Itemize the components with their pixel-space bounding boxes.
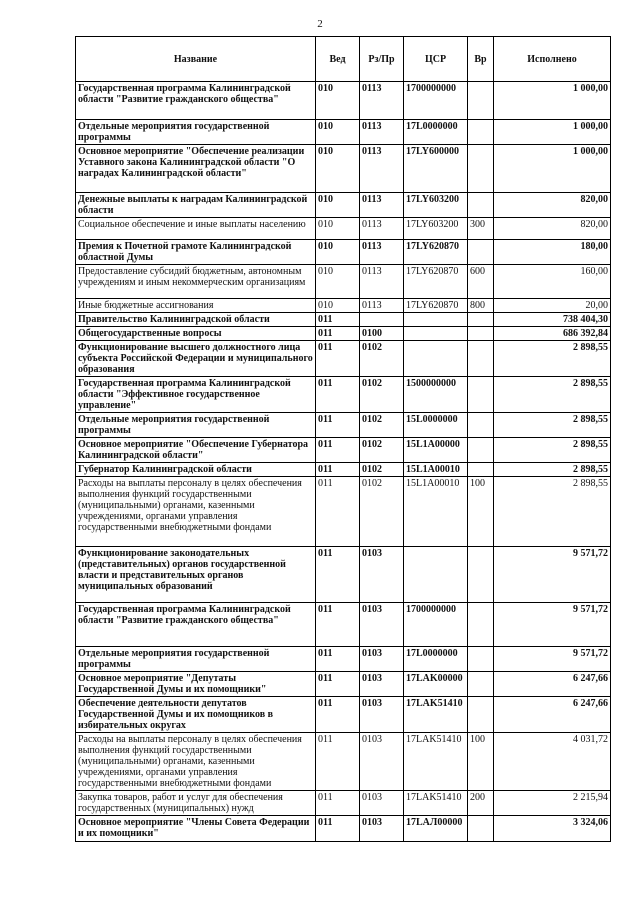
cell-name: Расходы на выплаты персоналу в целях обеспечения выполнения функций государственными (муниципальными) органами, казенными учреждениями, органами управления государственными внебюджетными фондами: [76, 477, 316, 547]
cell-csr: 17LY600000: [404, 145, 468, 193]
cell-ved: 011: [316, 341, 360, 377]
cell-done: 3 324,06: [494, 816, 611, 842]
budget-table: [75, 36, 611, 842]
cell-csr: [404, 341, 468, 377]
cell-rzpr: 0103: [360, 672, 404, 697]
cell-vr: [468, 816, 494, 842]
cell-vr: [468, 327, 494, 341]
table-row: [76, 327, 611, 341]
table-row: [76, 240, 611, 265]
cell-rzpr: 0113: [360, 145, 404, 193]
cell-name: Государственная программа Калининградской области "Эффективное государственное управление": [76, 377, 316, 413]
cell-rzpr: 0113: [360, 240, 404, 265]
cell-ved: 011: [316, 477, 360, 547]
cell-name: Основное мероприятие "Обеспечение реализации Уставного закона Калининградской области "О наградах Калининградской области": [76, 145, 316, 193]
cell-vr: [468, 240, 494, 265]
cell-ved: 011: [316, 791, 360, 816]
table-row: [76, 299, 611, 313]
cell-vr: [468, 120, 494, 145]
cell-vr: [468, 313, 494, 327]
cell-ved: 011: [316, 672, 360, 697]
cell-done: 2 898,55: [494, 377, 611, 413]
cell-ved: 010: [316, 299, 360, 313]
cell-vr: [468, 377, 494, 413]
table-row: [76, 647, 611, 672]
cell-ved: 011: [316, 377, 360, 413]
cell-vr: [468, 672, 494, 697]
cell-done: 6 247,66: [494, 672, 611, 697]
cell-rzpr: 0103: [360, 791, 404, 816]
cell-csr: 15L1A00010: [404, 463, 468, 477]
cell-name: Отдельные мероприятия государственной программы: [76, 647, 316, 672]
cell-vr: [468, 145, 494, 193]
cell-rzpr: 0113: [360, 218, 404, 240]
cell-done: 9 571,72: [494, 603, 611, 647]
cell-csr: 17LAK51410: [404, 733, 468, 791]
cell-csr: 15L1A00010: [404, 477, 468, 547]
cell-rzpr: 0102: [360, 463, 404, 477]
cell-done: 180,00: [494, 240, 611, 265]
cell-done: 1 000,00: [494, 82, 611, 120]
cell-rzpr: 0113: [360, 120, 404, 145]
cell-csr: 17L0000000: [404, 647, 468, 672]
cell-rzpr: 0103: [360, 547, 404, 603]
cell-done: 1 000,00: [494, 145, 611, 193]
cell-vr: 100: [468, 477, 494, 547]
cell-done: 20,00: [494, 299, 611, 313]
cell-csr: 17LAЛ00000: [404, 816, 468, 842]
cell-name: Закупка товаров, работ и услуг для обеспечения государственных (муниципальных) нужд: [76, 791, 316, 816]
cell-vr: 200: [468, 791, 494, 816]
cell-name: Основное мероприятие "Депутаты Государственной Думы и их помощники": [76, 672, 316, 697]
cell-rzpr: 0103: [360, 603, 404, 647]
cell-csr: 17LY603200: [404, 218, 468, 240]
cell-done: 4 031,72: [494, 733, 611, 791]
table-row: [76, 477, 611, 547]
cell-done: 2 898,55: [494, 413, 611, 438]
cell-ved: 011: [316, 733, 360, 791]
cell-vr: 600: [468, 265, 494, 299]
cell-done: 160,00: [494, 265, 611, 299]
cell-vr: [468, 413, 494, 438]
cell-ved: 011: [316, 697, 360, 733]
cell-vr: [468, 547, 494, 603]
page-number: 2: [317, 18, 323, 30]
cell-vr: [468, 438, 494, 463]
cell-vr: [468, 603, 494, 647]
cell-ved: 011: [316, 413, 360, 438]
table-row: [76, 547, 611, 603]
cell-name: Общегосударственные вопросы: [76, 327, 316, 341]
table-row: [76, 603, 611, 647]
cell-name: Правительство Калининградской области: [76, 313, 316, 327]
cell-done: 2 898,55: [494, 341, 611, 377]
cell-ved: 010: [316, 193, 360, 218]
cell-ved: 011: [316, 547, 360, 603]
cell-done: 2 898,55: [494, 463, 611, 477]
cell-name: Отдельные мероприятия государственной программы: [76, 120, 316, 145]
table-row: [76, 82, 611, 120]
header-ved: Вед: [316, 37, 360, 82]
cell-name: Функционирование высшего должностного лица субъекта Российской Федерации и муниципального образования: [76, 341, 316, 377]
cell-csr: [404, 547, 468, 603]
table-row: [76, 193, 611, 218]
cell-rzpr: 0113: [360, 265, 404, 299]
cell-vr: [468, 193, 494, 218]
cell-rzpr: 0102: [360, 438, 404, 463]
table-row: [76, 816, 611, 842]
cell-ved: 011: [316, 313, 360, 327]
cell-name: Премия к Почетной грамоте Калининградской областной Думы: [76, 240, 316, 265]
cell-rzpr: 0102: [360, 477, 404, 547]
cell-done: 820,00: [494, 218, 611, 240]
table-row: [76, 413, 611, 438]
cell-ved: 011: [316, 603, 360, 647]
cell-ved: 010: [316, 120, 360, 145]
cell-csr: [404, 327, 468, 341]
cell-rzpr: 0103: [360, 816, 404, 842]
cell-csr: 1700000000: [404, 82, 468, 120]
cell-name: Денежные выплаты к наградам Калининградской области: [76, 193, 316, 218]
cell-ved: 010: [316, 265, 360, 299]
cell-rzpr: 0103: [360, 697, 404, 733]
cell-rzpr: 0113: [360, 299, 404, 313]
cell-ved: 011: [316, 327, 360, 341]
header-done: Исполнено: [494, 37, 611, 82]
table-row: [76, 791, 611, 816]
table-row: [76, 145, 611, 193]
cell-done: 9 571,72: [494, 647, 611, 672]
cell-rzpr: 0113: [360, 193, 404, 218]
cell-name: Государственная программа Калининградской области "Развитие гражданского общества": [76, 603, 316, 647]
header-row: [76, 37, 611, 82]
header-name: Название: [76, 37, 316, 82]
table-row: [76, 341, 611, 377]
cell-name: Губернатор Калининградской области: [76, 463, 316, 477]
cell-done: 2 898,55: [494, 477, 611, 547]
cell-csr: [404, 313, 468, 327]
cell-rzpr: 0103: [360, 647, 404, 672]
table-row: [76, 313, 611, 327]
cell-name: Государственная программа Калининградской области "Развитие гражданского общества": [76, 82, 316, 120]
cell-rzpr: 0100: [360, 327, 404, 341]
cell-vr: [468, 463, 494, 477]
cell-csr: 17LY603200: [404, 193, 468, 218]
cell-csr: 17LY620870: [404, 299, 468, 313]
cell-vr: [468, 697, 494, 733]
cell-ved: 010: [316, 82, 360, 120]
header-rzpr: Рз/Пр: [360, 37, 404, 82]
table-row: [76, 218, 611, 240]
cell-csr: 17LAK51410: [404, 697, 468, 733]
table-row: [76, 265, 611, 299]
cell-rzpr: 0113: [360, 82, 404, 120]
cell-csr: 17LAK51410: [404, 791, 468, 816]
cell-done: 1 000,00: [494, 120, 611, 145]
cell-name: Обеспечение деятельности депутатов Государственной Думы и их помощников в избирательных округах: [76, 697, 316, 733]
cell-name: Функционирование законодательных (представительных) органов государственной власти и представительных органов муниципальных образований: [76, 547, 316, 603]
header-csr: ЦСР: [404, 37, 468, 82]
cell-ved: 010: [316, 145, 360, 193]
cell-name: Предоставление субсидий бюджетным, автономным учреждениям и иным некоммерческим организациям: [76, 265, 316, 299]
cell-name: Основное мероприятие "Члены Совета Федерации и их помощники": [76, 816, 316, 842]
table-row: [76, 438, 611, 463]
cell-ved: 011: [316, 647, 360, 672]
cell-rzpr: [360, 313, 404, 327]
cell-rzpr: 0103: [360, 733, 404, 791]
cell-vr: 100: [468, 733, 494, 791]
cell-name: Отдельные мероприятия государственной программы: [76, 413, 316, 438]
table-row: [76, 463, 611, 477]
table-row: [76, 377, 611, 413]
cell-done: 820,00: [494, 193, 611, 218]
header-vr: Вр: [468, 37, 494, 82]
cell-vr: [468, 341, 494, 377]
cell-done: 686 392,84: [494, 327, 611, 341]
cell-csr: 1700000000: [404, 603, 468, 647]
cell-ved: 011: [316, 463, 360, 477]
cell-rzpr: 0102: [360, 377, 404, 413]
cell-ved: 010: [316, 218, 360, 240]
cell-name: Иные бюджетные ассигнования: [76, 299, 316, 313]
cell-csr: 17LY620870: [404, 240, 468, 265]
cell-done: 6 247,66: [494, 697, 611, 733]
cell-csr: 17L0000000: [404, 120, 468, 145]
table-row: [76, 733, 611, 791]
table-row: [76, 697, 611, 733]
cell-csr: 1500000000: [404, 377, 468, 413]
cell-ved: 010: [316, 240, 360, 265]
cell-ved: 011: [316, 816, 360, 842]
cell-vr: 800: [468, 299, 494, 313]
cell-done: 2 898,55: [494, 438, 611, 463]
cell-csr: 15L0000000: [404, 413, 468, 438]
table-row: [76, 672, 611, 697]
cell-csr: 15L1A00000: [404, 438, 468, 463]
cell-name: Расходы на выплаты персоналу в целях обеспечения выполнения функций государственными (муниципальными) органами, казенными учреждениями, органами управления государственными внебюджетными фондами: [76, 733, 316, 791]
table-body: [76, 82, 611, 842]
cell-done: 738 404,30: [494, 313, 611, 327]
cell-vr: 300: [468, 218, 494, 240]
cell-rzpr: 0102: [360, 341, 404, 377]
cell-done: 2 215,94: [494, 791, 611, 816]
cell-csr: 17LAK00000: [404, 672, 468, 697]
cell-ved: 011: [316, 438, 360, 463]
cell-name: Социальное обеспечение и иные выплаты населению: [76, 218, 316, 240]
cell-done: 9 571,72: [494, 547, 611, 603]
cell-csr: 17LY620870: [404, 265, 468, 299]
table-row: [76, 120, 611, 145]
cell-vr: [468, 647, 494, 672]
cell-rzpr: 0102: [360, 413, 404, 438]
cell-name: Основное мероприятие "Обеспечение Губернатора Калининградской области": [76, 438, 316, 463]
cell-vr: [468, 82, 494, 120]
